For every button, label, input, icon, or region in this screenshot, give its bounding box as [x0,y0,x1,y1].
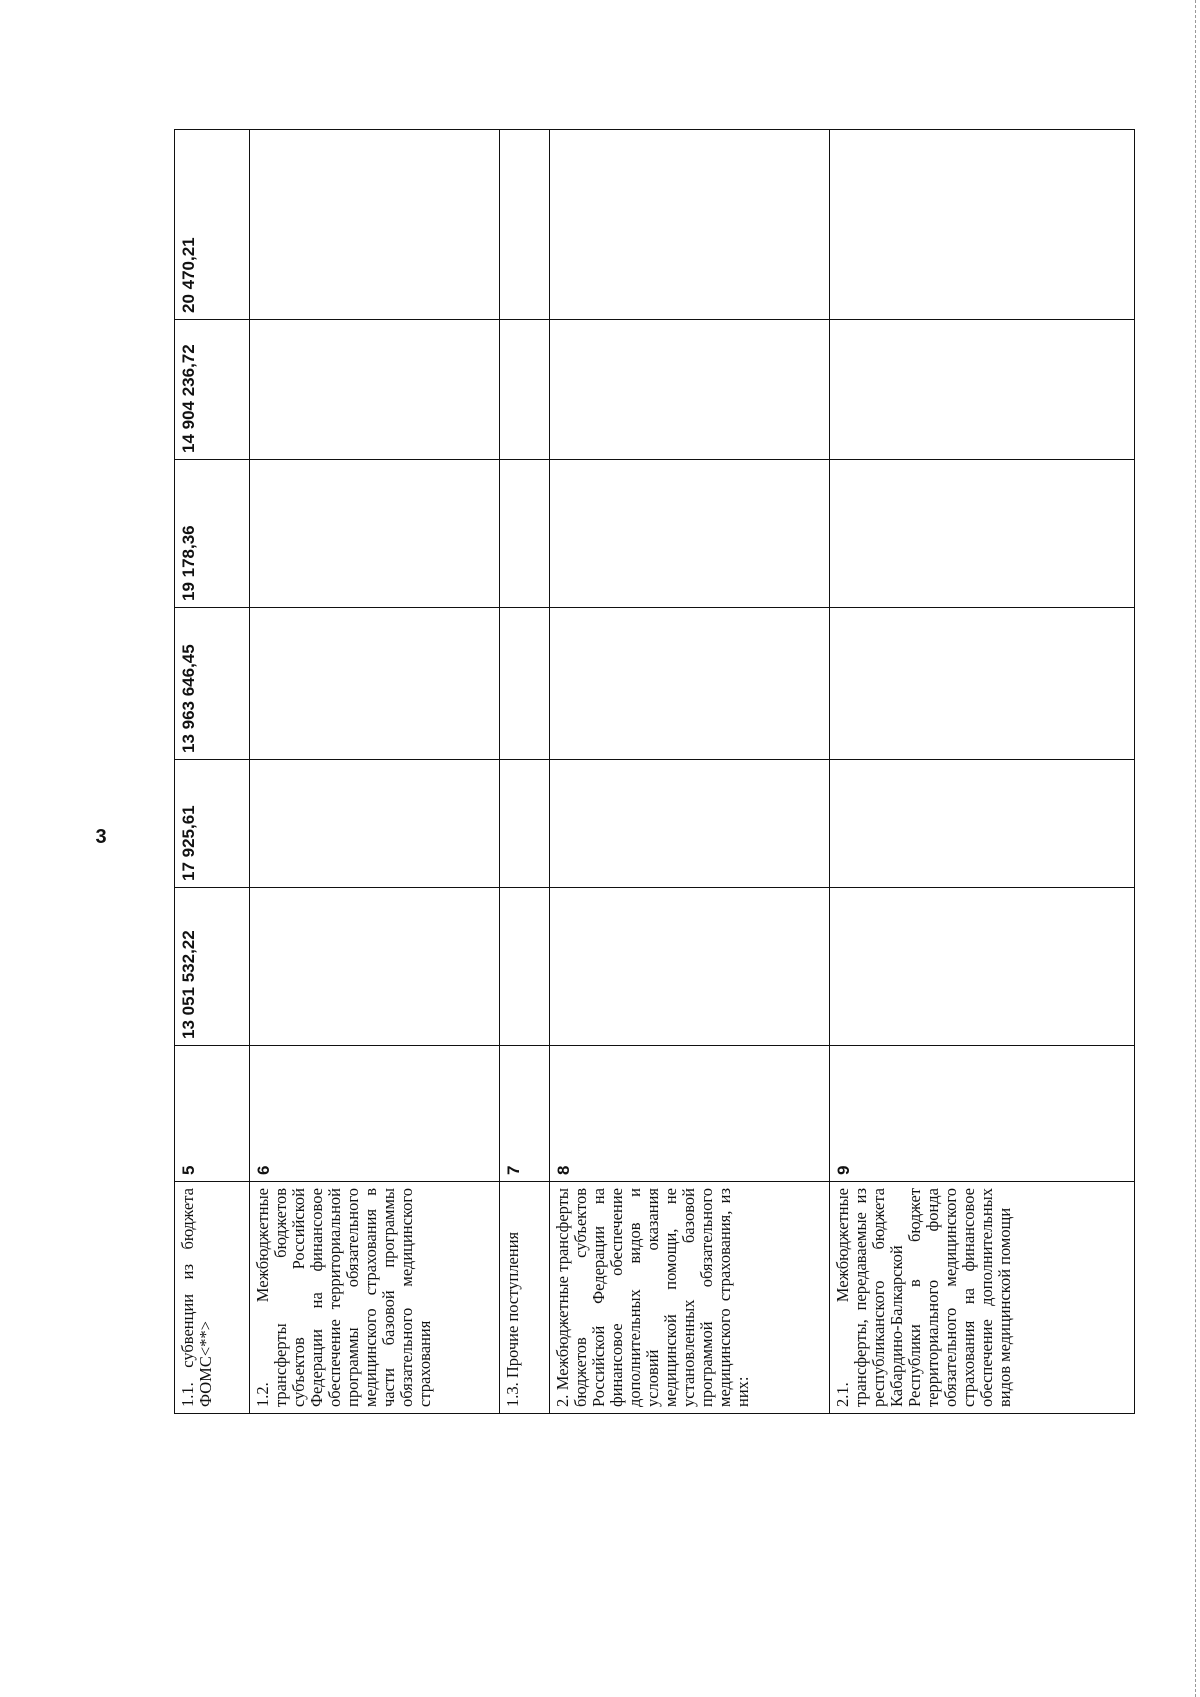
value-cell [830,130,1135,320]
value-cell [250,760,500,888]
row-description: 1.1. субвенции из бюджета ФОМС<**> [175,1182,250,1414]
value-cell [500,320,550,460]
row-code: 6 [250,1046,500,1182]
row-description: 2. Межбюджетные трансферты бюджетов субъектов Российской Федерации на финансовое обеспечение дополнительных видов и условий оказания медицинской помощи, не установленных базовой программой обязательного медицинского страхования, из них: [550,1182,830,1414]
row-description: 1.2. Межбюджетные трансферты бюджетов субъектов Российской Федерации на финансовое обеспечение территориальной программы обязательного медицинского страхования в части базовой программы обязательного медицинского страхования [250,1182,500,1414]
value-cell [550,608,830,760]
financing-table [174,129,1135,1414]
value-cell [250,130,500,320]
value-cell: 13 963 646,45 [175,608,250,760]
table-row [175,130,250,1414]
value-cell [830,760,1135,888]
value-cell: 14 904 236,72 [175,320,250,460]
row-code: 9 [830,1046,1135,1182]
row-code: 5 [175,1046,250,1182]
table-row [830,130,1135,1414]
value-cell [830,888,1135,1046]
rotated-table-container [174,130,1134,1414]
value-cell [500,130,550,320]
value-cell [550,888,830,1046]
value-cell [550,460,830,608]
table-row [550,130,830,1414]
value-cell [830,460,1135,608]
value-cell [500,460,550,608]
value-cell: 17 925,61 [175,760,250,888]
value-cell [500,760,550,888]
page-number: 3 [95,826,107,848]
table-row [250,130,500,1414]
value-cell [550,130,830,320]
row-description: 2.1. Межбюджетные трансферты, передаваемые из республиканского бюджета Кабардино-Балкарской Республики в бюджет территориального фонда обязательного медицинского страхования на финансовое обеспечение дополнительных видов медицинской помощи [830,1182,1135,1414]
value-cell [550,320,830,460]
table-row [500,130,550,1414]
value-cell [250,888,500,1046]
value-cell: 19 178,36 [175,460,250,608]
value-cell [830,608,1135,760]
value-cell: 13 051 532,22 [175,888,250,1046]
value-cell [250,460,500,608]
value-cell [550,760,830,888]
value-cell [500,888,550,1046]
row-description: 1.3. Прочие поступления [500,1182,550,1414]
value-cell: 20 470,21 [175,130,250,320]
page-edge-line [1195,0,1196,1697]
value-cell [830,320,1135,460]
row-code: 8 [550,1046,830,1182]
value-cell [500,608,550,760]
value-cell [250,608,500,760]
row-code: 7 [500,1046,550,1182]
value-cell [250,320,500,460]
